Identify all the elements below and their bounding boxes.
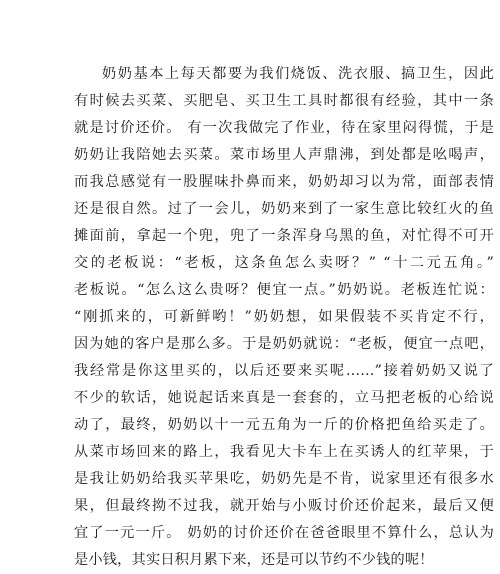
text-line: 果，但最终拗不过我，就开始与小贩讨价还价起来，最后又便 (74, 498, 494, 514)
text-line: 从菜市场回来的路上，我看见大卡车上在买诱人的红苹果，于 (74, 444, 494, 460)
essay-paragraph (74, 61, 494, 574)
text-line: 奶奶让我陪她去买菜。菜市场里人声鼎沸，到处都是吆喝声， (74, 147, 494, 163)
text-line: 有时候去买菜、买肥皂、买卫生工具时都很有经验，其中一条 (74, 93, 494, 109)
text-line: 动了，最终，奶奶以十一元五角为一斤的价格把鱼给买走了。 (74, 417, 494, 433)
text-line: 是小钱，其实日积月累下来，还是可以节约不少钱的呢！ (74, 552, 434, 568)
text-line: 老板说。“怎么这么贵呀？便宜一点。”奶奶说。老板连忙说： (74, 282, 494, 298)
text-line: 不少的软话，她说起话来真是一套套的，立马把老板的心给说 (74, 390, 494, 406)
text-line: “刚抓来的，可新鲜哟！”奶奶想，如果假装不买肯定不行， (74, 309, 494, 325)
text-line: 摊面前，拿起一个兜，兜了一条浑身乌黑的鱼，对忙得不可开 (74, 228, 494, 244)
text-line: 我经常是你这里买的，以后还要来买呢……”接着奶奶又说了 (74, 363, 494, 379)
text-line: 宜了一元一斤。 奶奶的讨价还价在爸爸眼里不算什么，总认为 (74, 525, 494, 541)
text-line: 奶奶基本上每天都要为我们烧饭、洗衣服、搞卫生，因此 (102, 66, 494, 82)
text-line: 而我总感觉有一股腥味扑鼻而来，奶奶却习以为常，面部表情 (74, 174, 494, 190)
text-line: 还是很自然。过了一会儿，奶奶来到了一家生意比较红火的鱼 (74, 201, 494, 217)
text-line: 是我让奶奶给我买苹果吃，奶奶先是不肯，说家里还有很多水 (74, 471, 494, 487)
text-line: 交的老板说：“老板，这条鱼怎么卖呀？” “十二元五角。” (74, 255, 494, 271)
text-line: 因为她的客户是那么多。于是奶奶就说：“老板，便宜一点吧， (74, 336, 494, 352)
text-line: 就是讨价还价。 有一次我做完了作业，待在家里闷得慌，于是 (74, 120, 494, 136)
